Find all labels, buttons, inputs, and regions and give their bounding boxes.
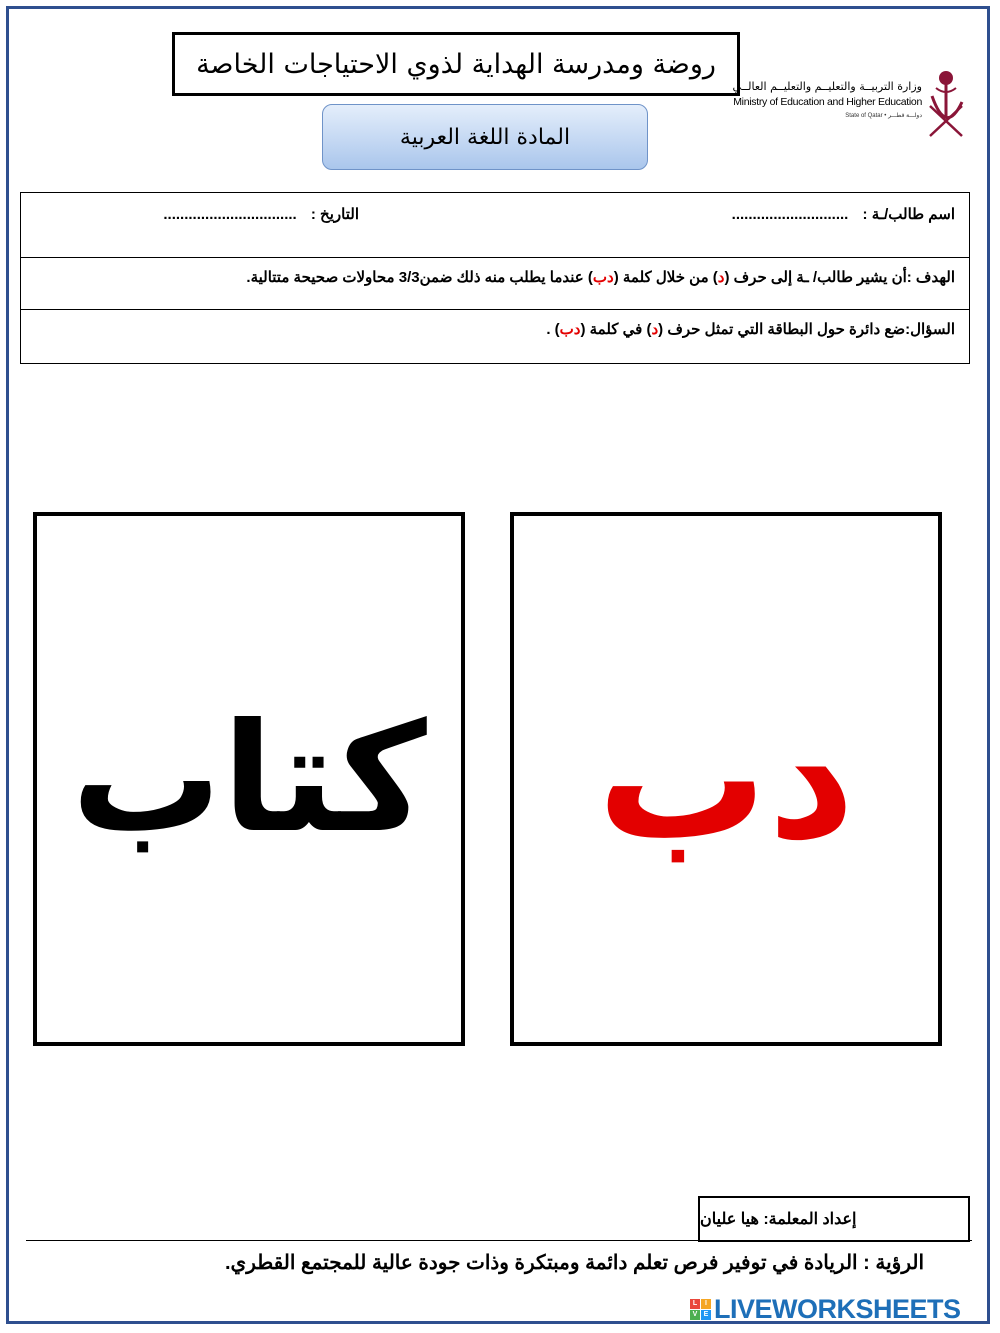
question-text	[546, 320, 955, 338]
question-row	[21, 309, 969, 363]
goal-part-3: ) عندما يطلب منه ذلك ضمن3/3 محاولات صحيحة متتالية.	[246, 269, 593, 286]
student-name-field[interactable]	[732, 205, 955, 223]
date-dots: ................................	[163, 206, 297, 223]
qatar-emblem-icon	[924, 66, 968, 144]
student-name-label: اسم طالب/ـة :	[862, 206, 955, 223]
ministry-name-english: Ministry of Education and Higher Education	[733, 96, 922, 108]
question-letter: د	[651, 321, 659, 338]
lw-icon-e: E	[701, 1310, 711, 1320]
liveworksheets-logo	[690, 1294, 961, 1324]
liveworksheets-text: LIVEWORKSHEETS	[714, 1293, 961, 1324]
vision-statement: الرؤية : الريادة في توفير فرص تعلم دائمة ومبتكرة وذات جودة عالية للمجتمع القطري.	[224, 1252, 924, 1274]
question-part-2: ) في كلمة (	[580, 321, 652, 338]
question-part-1: السؤال:ضع دائرة حول البطاقة التي تمثل حرف (	[658, 321, 955, 338]
goal-part-1: الهدف :أن يشير طالب/ ـة إلى حرف (	[724, 269, 955, 286]
date-label: التاريخ :	[310, 206, 359, 223]
school-name-box	[172, 32, 740, 96]
subject-box	[322, 104, 648, 170]
teacher-name: إعداد المعلمة: هيا عليان	[700, 1211, 857, 1228]
goal-text	[246, 268, 955, 286]
goal-row	[21, 257, 969, 311]
footer-divider	[26, 1240, 972, 1241]
lw-icon-l: L	[690, 1299, 700, 1309]
liveworksheets-icon	[690, 1299, 711, 1320]
lw-icon-v: V	[690, 1310, 700, 1320]
ministry-name-arabic: وزارة التربيــة والتعليــم والتعليــم العالــي	[732, 80, 922, 93]
card-word-dub: دب	[596, 680, 856, 878]
goal-word: دب	[592, 269, 614, 286]
date-field[interactable]	[163, 205, 359, 223]
subject-title: المادة اللغة العربية	[399, 124, 571, 150]
card-word-kitab: كتاب	[71, 692, 427, 866]
card-dub[interactable]	[510, 512, 942, 1046]
goal-letter: د	[717, 269, 725, 286]
goal-part-2: ) من خلال كلمة (	[613, 269, 718, 286]
ministry-state: State of Qatar • دولـــة قطـــر	[845, 113, 922, 119]
lw-icon-i: I	[701, 1299, 711, 1309]
card-kitab[interactable]	[33, 512, 465, 1046]
student-name-dots: ............................	[731, 206, 849, 223]
question-part-3: ) .	[546, 321, 560, 338]
school-name: روضة ومدرسة الهداية لذوي الاحتياجات الخاصة	[196, 48, 716, 80]
ministry-logo	[732, 66, 968, 146]
question-word: دب	[559, 321, 581, 338]
info-table	[20, 192, 970, 364]
teacher-box	[698, 1196, 970, 1242]
